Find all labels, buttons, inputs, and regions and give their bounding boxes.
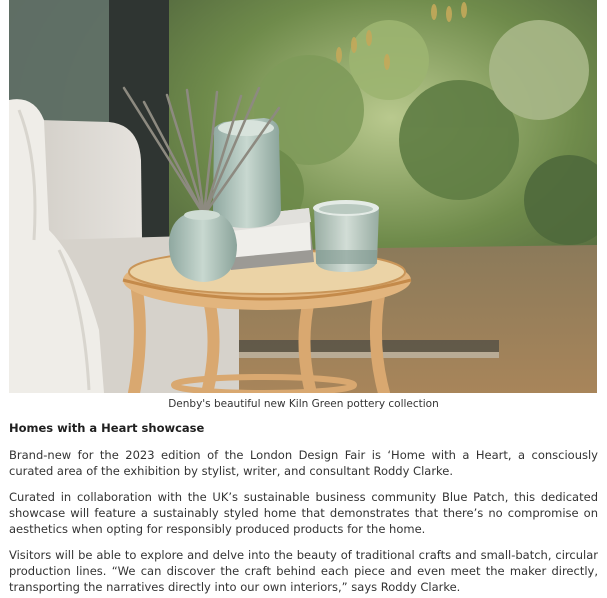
section-heading: Homes with a Heart showcase (9, 421, 205, 435)
paragraph: Visitors will be able to explore and delve into the beauty of traditional crafts and small-batch, circular production lines. “We can discover the craft behind each piece and even meet the maker directly, transporting the narratives directly into our own interiors,” says Roddy Clarke. (9, 548, 598, 594)
photo-caption: Denby's beautiful new Kiln Green pottery collection (168, 398, 439, 410)
article-photo (9, 0, 597, 393)
pottery-scene-illustration (9, 0, 597, 393)
paragraph: Curated in collaboration with the UK’s sustainable business community Blue Patch, this dedicated showcase will feature a sustainably styled home that demonstrates that there’s no compromise on aesthetics when opting for responsibly produced products for the home. (9, 490, 598, 536)
paragraph: Brand-new for the 2023 edition of the London Design Fair is ‘Home with a Heart, a consciously curated area of the exhibition by stylist, writer, and consultant Roddy Clarke. (9, 448, 598, 478)
